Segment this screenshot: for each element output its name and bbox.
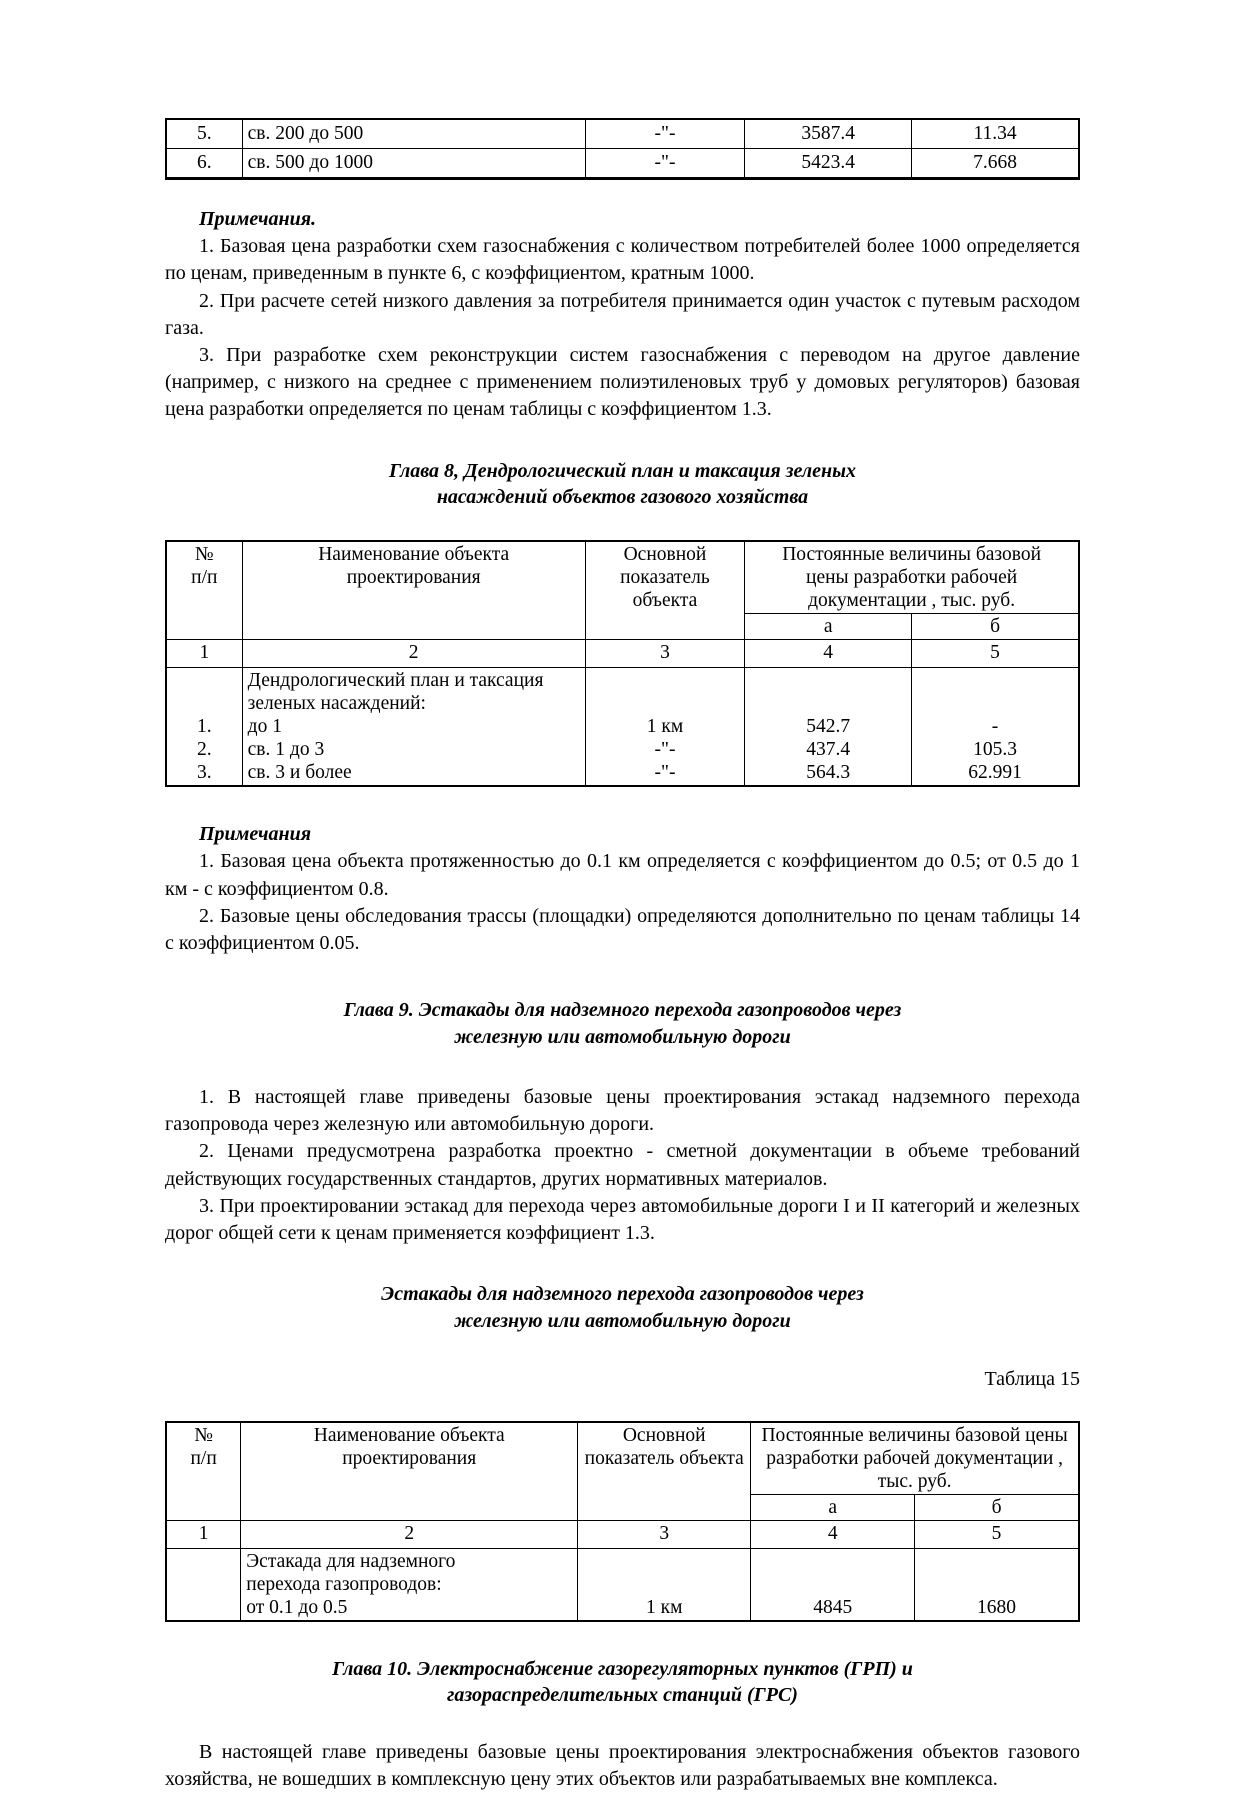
header-group-line-2: цены разработки рабочей bbox=[806, 567, 1018, 589]
header-group-line-3: документации , тыс. руб. bbox=[808, 590, 1016, 612]
cell-no: 3. bbox=[197, 762, 212, 784]
note-1-1: 1. Базовая цена разработки схем газоснабжения с количеством потребителей более 1000 определяется по ценам, приведенным в пункте 6, с коэффициентом, кратным 1000. bbox=[165, 235, 1080, 285]
cell-no: 1. bbox=[197, 716, 212, 738]
cell-no: 2. bbox=[197, 739, 212, 761]
chapter-10-title-line-1: Глава 10. Электроснабжение газорегуляторных пунктов (ГРП) и bbox=[332, 1657, 913, 1680]
cell-name: св. 200 до 500 bbox=[242, 119, 585, 149]
cell-indicator: 1 км bbox=[645, 1596, 683, 1618]
header-group-line-3: тыс. руб. bbox=[877, 1470, 952, 1492]
header-no bbox=[166, 541, 242, 640]
chapter-8-title-line-1: Глава 8, Дендрологический план и таксация зеленых bbox=[388, 459, 857, 482]
header-name-line-2: проектирования bbox=[342, 1447, 477, 1469]
body-indicator-column bbox=[585, 668, 745, 787]
colnum-5: 5 bbox=[912, 640, 1079, 668]
header-group-line-1: Постоянные величины базовой bbox=[782, 544, 1042, 566]
cell-value-a: 4845 bbox=[813, 1596, 853, 1618]
colnum-2: 2 bbox=[242, 640, 585, 668]
cell-indicator: -"- bbox=[654, 762, 676, 784]
cell-value-b: 7.668 bbox=[912, 149, 1079, 179]
table-body-row bbox=[166, 1548, 1079, 1621]
table-15-title-line-1: Эстакады для надземного перехода газопроводов через bbox=[381, 1283, 864, 1306]
cell-name: св. 500 до 1000 bbox=[242, 149, 585, 179]
header-group-line-2: разработки рабочей документации , bbox=[766, 1447, 1064, 1469]
header-indicator-line-3: объекта bbox=[632, 590, 698, 612]
header-name-line-2: проектирования bbox=[346, 567, 481, 589]
page-content bbox=[165, 118, 1080, 1793]
table-15 bbox=[165, 1421, 1080, 1622]
chapter-9-paragraph-1: 1. В настоящей главе приведены базовые цены проектирования эстакад надземного перехода газопровода через железную или автомобильную дороги. bbox=[165, 1086, 1080, 1136]
note-1-2: 2. При расчете сетей низкого давления за потребителя принимается один участок с путевым расходом газа. bbox=[165, 289, 1080, 339]
colnum-2: 2 bbox=[241, 1520, 578, 1548]
header-no-line-2: п/п bbox=[191, 567, 218, 589]
cell-indicator: 1 км bbox=[646, 716, 684, 738]
cell-indicator: -"- bbox=[654, 739, 676, 761]
colnum-5: 5 bbox=[915, 1520, 1079, 1548]
note-2-2: 2. Базовые цены обследования трассы (площадки) определяются дополнительно по ценам таблицы 14 с коэффициентом 0.05. bbox=[165, 904, 1080, 955]
colnum-1: 1 bbox=[166, 640, 242, 668]
cell-name-line-2: перехода газопроводов: bbox=[246, 1573, 442, 1595]
table-row bbox=[166, 119, 1079, 149]
header-indicator-line-2: показатель объекта bbox=[584, 1447, 744, 1469]
cell-value-a: 564.3 bbox=[806, 762, 851, 784]
cell-value-b: 62.991 bbox=[968, 762, 1022, 784]
body-a-column bbox=[745, 668, 912, 787]
header-group-base-price bbox=[751, 1422, 1079, 1495]
table-15-title-line-2: железную или автомобильную дороги bbox=[454, 1309, 791, 1332]
header-name bbox=[242, 541, 585, 640]
header-indicator bbox=[578, 1422, 751, 1521]
body-name-column bbox=[242, 668, 585, 787]
body-b-column bbox=[915, 1548, 1079, 1621]
table-row bbox=[166, 149, 1079, 179]
body-no-column bbox=[166, 1548, 241, 1621]
cell-value-b: 1680 bbox=[977, 1596, 1017, 1618]
notes-heading-1: Примечания. bbox=[199, 208, 317, 230]
colnum-1: 1 bbox=[166, 1520, 241, 1548]
header-group-base-price bbox=[745, 541, 1079, 614]
header-indicator-line-2: показатель bbox=[620, 567, 710, 589]
chapter-10-title-line-2: газораспределительных станций (ГРС) bbox=[447, 1684, 798, 1707]
table-chapter-8 bbox=[165, 540, 1080, 787]
note-1-3: 3. При разработке схем реконструкции систем газоснабжения с переводом на другое давление (например, с низкого на среднее с применением полиэтиленовых труб у домовых регуляторов) базовая цена разработки определяется по ценам таблицы с коэффициентом 1.3. bbox=[165, 343, 1080, 421]
cell-value-b: 105.3 bbox=[973, 739, 1017, 761]
header-group-line-1: Постоянные величины базовой цены bbox=[761, 1424, 1068, 1446]
header-indicator-line-1: Основной bbox=[623, 544, 707, 566]
chapter-9-title-line-2: железную или автомобильную дороги bbox=[454, 1025, 791, 1048]
header-sub-b: б bbox=[912, 614, 1079, 640]
cell-name: св. 1 до 3 bbox=[247, 739, 325, 761]
cell-no: 6. bbox=[166, 149, 242, 179]
header-sub-a: а bbox=[751, 1494, 915, 1520]
group-name-line-2: зеленых насаждений: bbox=[247, 693, 426, 715]
body-no-column bbox=[166, 668, 242, 787]
chapter-9-title-line-1: Глава 9. Эстакады для надземного перехода газопроводов через bbox=[343, 999, 902, 1022]
cell-name: до 1 bbox=[247, 716, 282, 738]
cell-name-line-3: от 0.1 до 0.5 bbox=[246, 1596, 348, 1618]
table-body-row bbox=[166, 668, 1079, 787]
cell-value-a: 3587.4 bbox=[745, 119, 912, 149]
header-name bbox=[241, 1422, 578, 1521]
cell-value-b: - bbox=[991, 716, 999, 738]
body-a-column bbox=[751, 1548, 915, 1621]
table-rows-continued bbox=[165, 118, 1080, 180]
table-numbering-row bbox=[166, 1520, 1079, 1548]
note-2-1: 1. Базовая цена объекта протяженностью до 0.1 км определяется с коэффициентом до 0.5; от 0.5 до 1 км - с коэффициентом 0.8. bbox=[165, 850, 1080, 900]
colnum-3: 3 bbox=[578, 1520, 751, 1548]
chapter-9-paragraph-2: 2. Ценами предусмотрена разработка проектно - сметной документации в объеме требований действующих государственных стандартов, других нормативных материалов. bbox=[165, 1140, 1080, 1190]
header-name-line-1: Наименование объекта bbox=[318, 544, 510, 566]
cell-name-line-1: Эстакада для надземного bbox=[246, 1550, 456, 1572]
table-15-caption: Таблица 15 bbox=[984, 1367, 1080, 1390]
colnum-4: 4 bbox=[745, 640, 912, 668]
chapter-9-paragraph-3: 3. При проектировании эстакад для перехода через автомобильные дороги I и II категорий и железных дорог общей сети к ценам применяется коэффициент 1.3. bbox=[165, 1194, 1080, 1244]
notes-heading-2: Примечания bbox=[199, 823, 312, 846]
cell-name: св. 3 и более bbox=[247, 762, 352, 784]
cell-indicator: -"- bbox=[585, 149, 745, 179]
header-sub-a: а bbox=[745, 614, 912, 640]
cell-no: 5. bbox=[166, 119, 242, 149]
chapter-10-paragraph: В настоящей главе приведены базовые цены проектирования электроснабжения объектов газового хозяйства, не вошедших в комплексную цену этих объектов или разрабатываемых вне комплекса. bbox=[165, 1740, 1080, 1790]
header-indicator-line-1: Основной bbox=[622, 1424, 706, 1446]
header-name-line-1: Наименование объекта bbox=[313, 1424, 505, 1446]
cell-value-a: 437.4 bbox=[806, 739, 851, 761]
cell-value-a: 5423.4 bbox=[745, 149, 912, 179]
colnum-4: 4 bbox=[751, 1520, 915, 1548]
colnum-3: 3 bbox=[585, 640, 745, 668]
body-name-column bbox=[241, 1548, 578, 1621]
header-sub-b: б bbox=[915, 1494, 1079, 1520]
chapter-8-title-line-2: насаждений объектов газового хозяйства bbox=[436, 485, 809, 508]
header-no bbox=[166, 1422, 241, 1521]
body-b-column bbox=[912, 668, 1079, 787]
header-no-line-1: № bbox=[194, 1424, 213, 1446]
cell-indicator: -"- bbox=[585, 119, 745, 149]
table-header-row bbox=[166, 1422, 1079, 1495]
cell-value-a: 542.7 bbox=[806, 716, 851, 738]
group-name-line-1: Дендрологический план и таксация bbox=[247, 670, 544, 692]
body-indicator-column bbox=[578, 1548, 751, 1621]
header-no-line-1: № bbox=[195, 544, 214, 566]
header-no-line-2: п/п bbox=[190, 1447, 217, 1469]
cell-value-b: 11.34 bbox=[912, 119, 1079, 149]
table-header-row bbox=[166, 541, 1079, 614]
header-indicator bbox=[585, 541, 745, 640]
table-numbering-row bbox=[166, 640, 1079, 668]
